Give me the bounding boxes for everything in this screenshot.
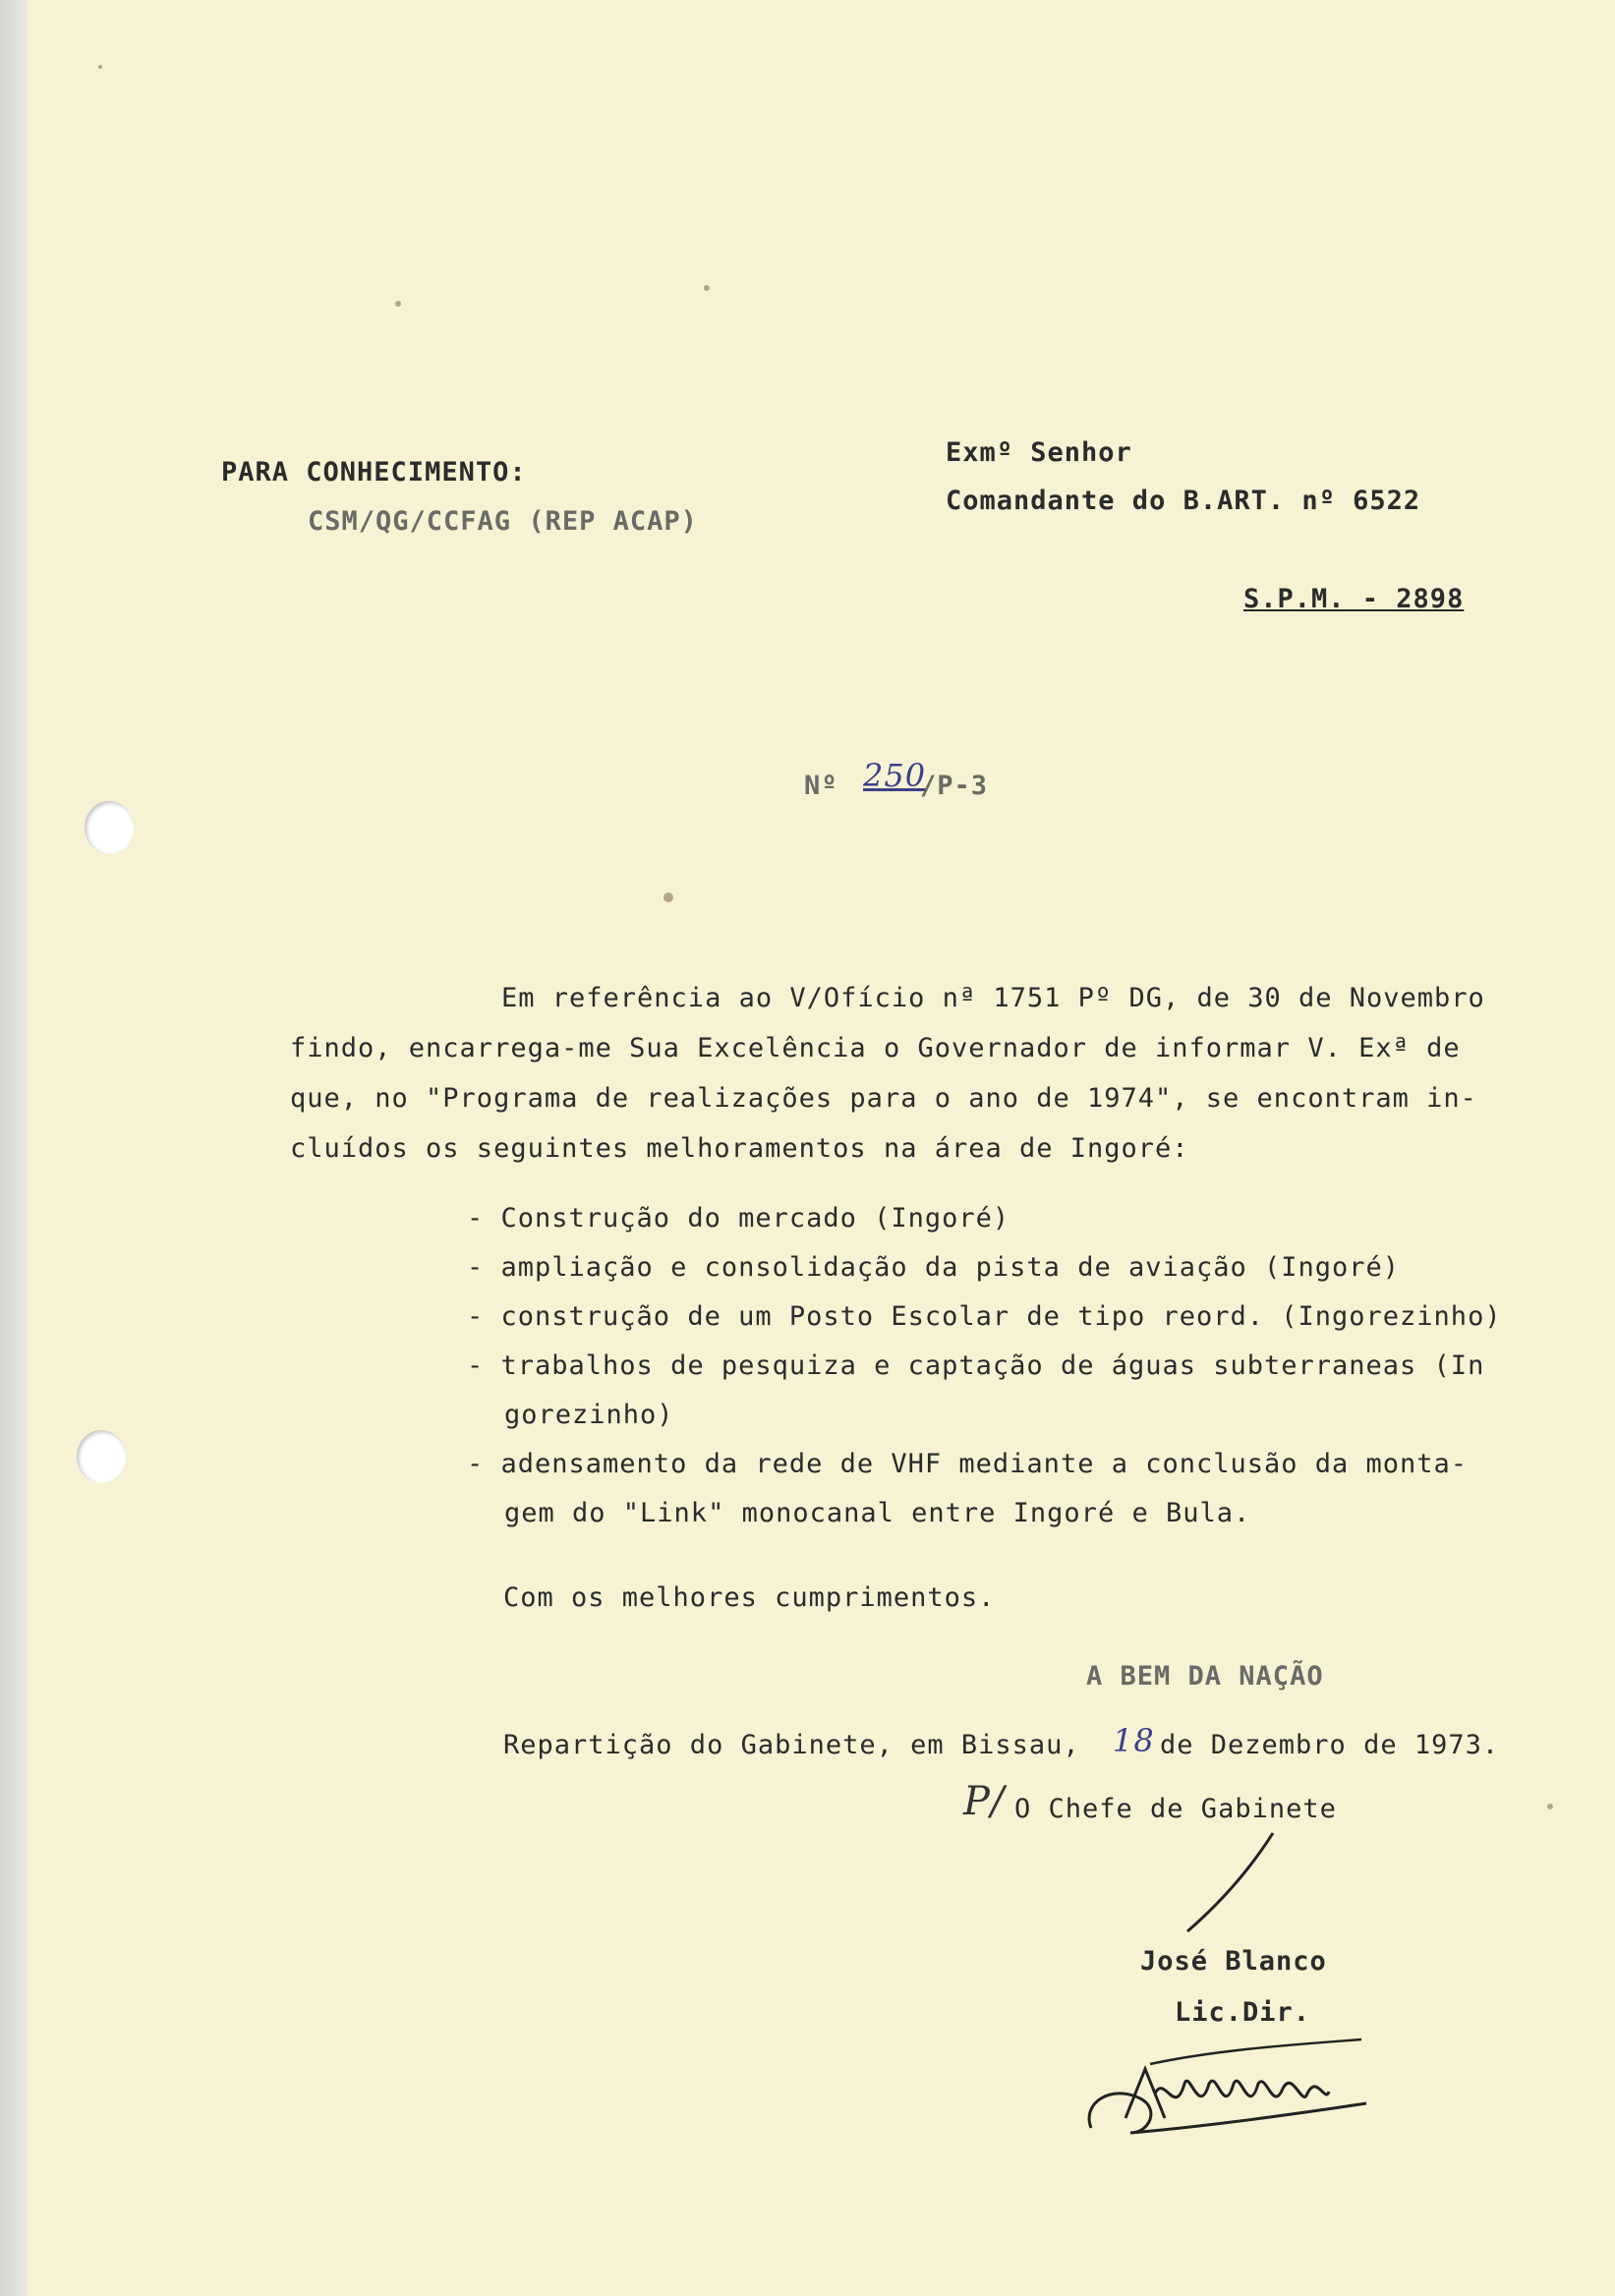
- list-item: - construção de um Posto Escolar de tipo reord. (Ingorezinho): [467, 1301, 1502, 1332]
- list-item-continuation: gem do "Link" monocanal entre Ingoré e Bula.: [504, 1498, 1251, 1528]
- body-line: findo, encarrega-me Sua Excelência o Governador de informar V. Exª de: [290, 1033, 1461, 1063]
- signature-stroke: [1180, 1828, 1288, 1936]
- distribution-label: PARA CONHECIMENTO:: [221, 457, 527, 488]
- body-line: cluídos os seguintes melhoramentos na área de Ingoré:: [290, 1133, 1189, 1164]
- body-line: que, no "Programa de realizações para o ano de 1974", se encontram in-: [290, 1083, 1477, 1114]
- addressee-recipient: Comandante do B.ART. nº 6522: [946, 486, 1421, 516]
- list-item: - trabalhos de pesquiza e captação de águas subterraneas (In: [467, 1350, 1485, 1381]
- motto: A BEM DA NAÇÃO: [1086, 1661, 1324, 1692]
- list-item-continuation: gorezinho): [504, 1400, 674, 1430]
- paper-speck: [663, 892, 673, 902]
- po-mark: P/: [963, 1779, 1006, 1824]
- paper-speck: [1547, 1804, 1553, 1809]
- spm-number: S.P.M. - 2898: [1243, 584, 1465, 614]
- list-item: - adensamento da rede de VHF mediante a conclusão da monta-: [467, 1449, 1469, 1479]
- list-item: - ampliação e consolidação da pista de aviação (Ingoré): [467, 1252, 1401, 1283]
- paper-speck: [704, 285, 710, 291]
- improvements-list: [467, 1194, 1502, 1538]
- handwritten-signature: [1071, 2025, 1376, 2152]
- place-date-day: 18: [1113, 1722, 1155, 1759]
- place-date-suffix: de Dezembro de 1973.: [1160, 1730, 1500, 1760]
- punch-hole-bottom: [77, 1430, 126, 1483]
- salutation: Exmº Senhor: [946, 437, 1132, 468]
- signatory-name: José Blanco: [1140, 1946, 1327, 1977]
- paper-speck: [395, 301, 401, 307]
- closing-line: Com os melhores cumprimentos.: [503, 1582, 996, 1613]
- reference-suffix: /P-3: [920, 771, 989, 801]
- list-item: - Construção do mercado (Ingoré): [467, 1203, 1010, 1234]
- reference-number: 250: [863, 757, 927, 794]
- paper-speck: [98, 65, 102, 69]
- reference-prefix: Nº: [804, 771, 838, 801]
- body-line: Em referência ao V/Ofício nª 1751 Pº DG, de 30 de Novembro: [501, 983, 1485, 1013]
- punch-hole-top: [85, 801, 134, 854]
- distribution-recipients: CSM/QG/CCFAG (REP ACAP): [308, 506, 698, 537]
- body-paragraph: [290, 973, 1528, 1174]
- signatory-title: O Chefe de Gabinete: [1014, 1794, 1337, 1824]
- signatory-degree: Lic.Dir.: [1175, 1997, 1311, 2028]
- page-edge: [0, 0, 28, 2296]
- place-date-prefix: Repartição do Gabinete, em Bissau,: [503, 1730, 1080, 1760]
